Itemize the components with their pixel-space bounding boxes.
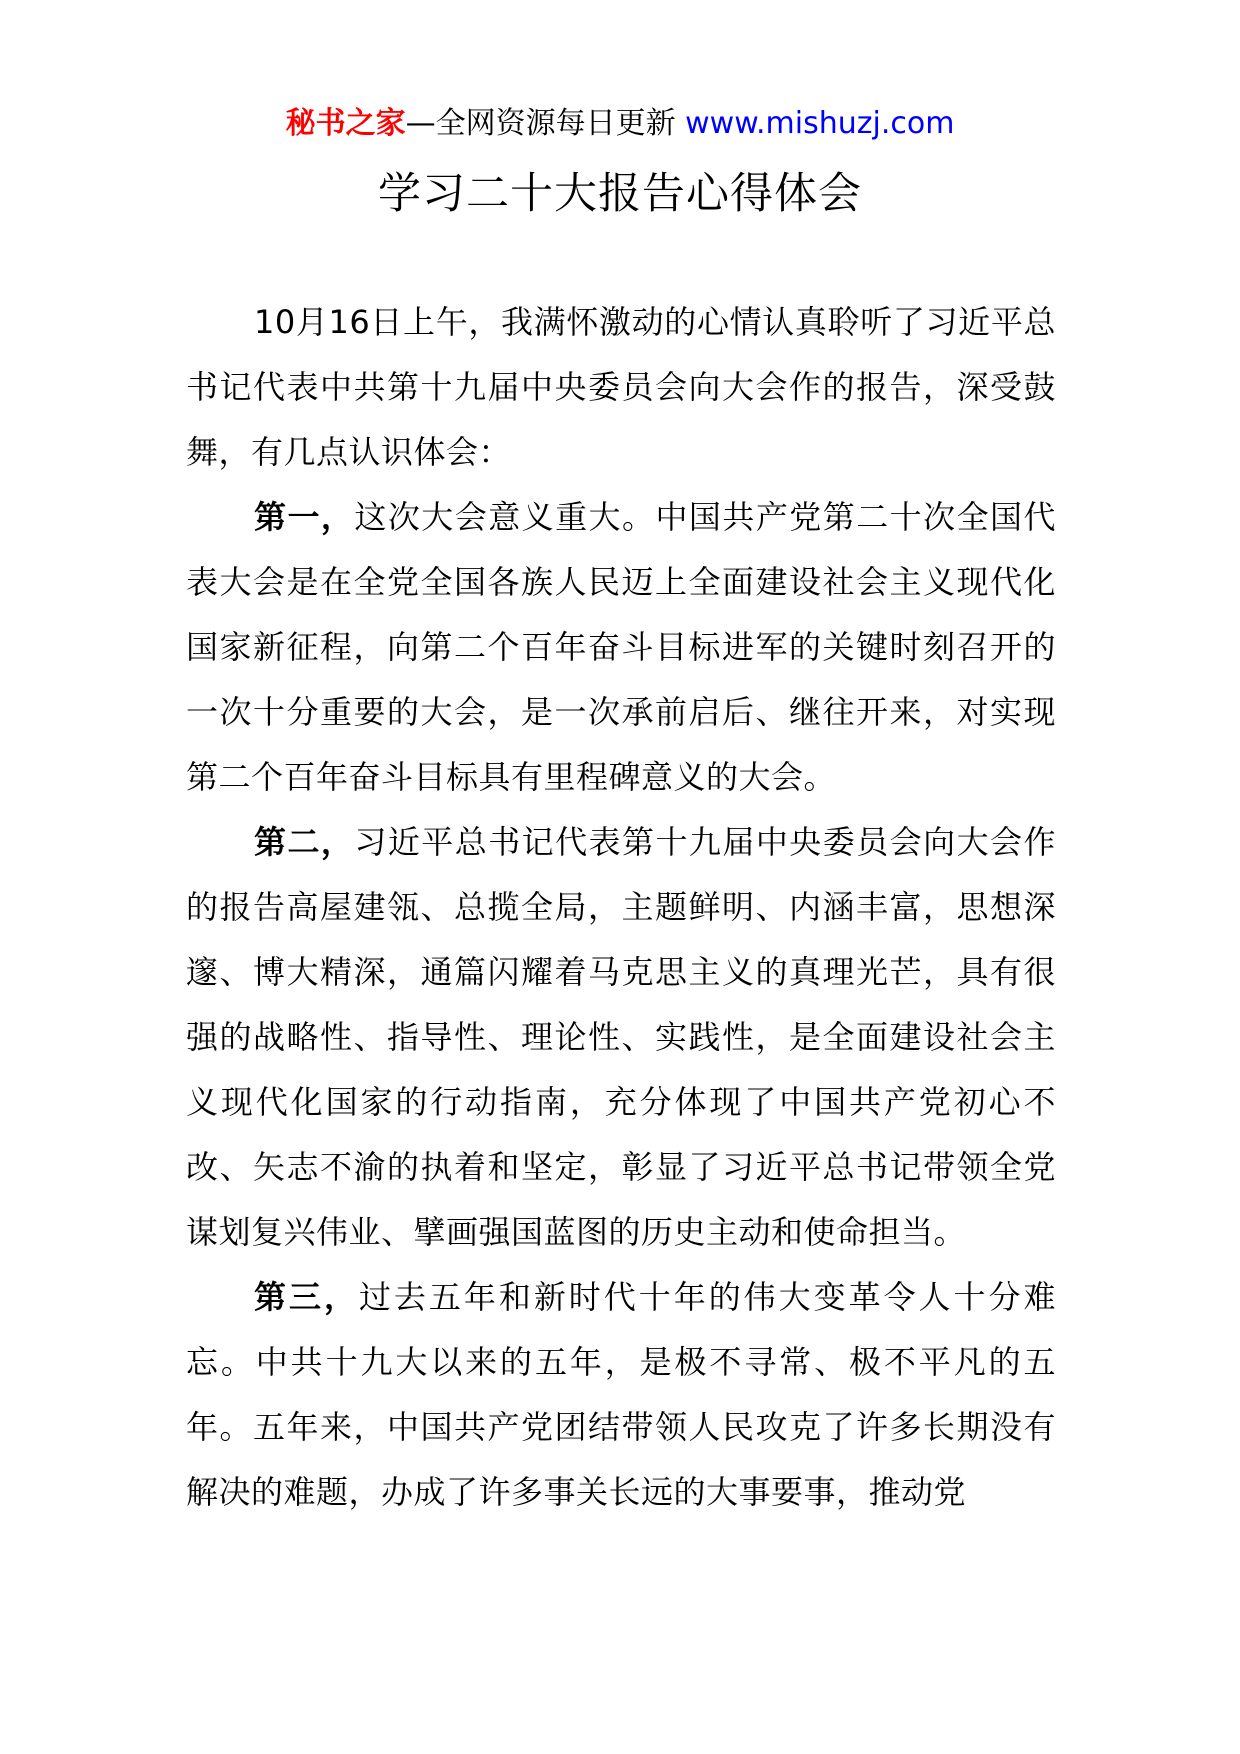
paragraph-third (186, 1265, 1056, 1525)
document-title: 学习二十大报告心得体会 (378, 169, 862, 219)
paragraph-text: 习近平总书记代表第十九届中央委员会向大会作的报告高屋建瓴、总揽全局，主题鲜明、内涵丰富，思想深邃、博大精深，通篇闪耀着马克思主义的真理光芒，具有很强的战略性、指导性、理论性、实践性，是全面建设社会主义现代化国家的行动指南，充分体现了中国共产党初心不改、矢志不渝的执着和坚定，彰显了习近平总书记带领全党谋划复兴伟业、擘画强国蓝图的历史主动和使命担当。 (186, 823, 1056, 1251)
site-url-link[interactable]: www.mishuzj.com (685, 106, 955, 141)
brand-name: 秘书之家 (285, 106, 406, 141)
paragraph-text: 这次大会意义重大。中国共产党第二十次全国代表大会是在全党全国各族人民迈上全面建设社会主义现代化国家新征程，向第二个百年奋斗目标进军的关键时刻召开的一次十分重要的大会，是一次承前启后、继往开来，对实现第二个百年奋斗目标具有里程碑意义的大会。 (186, 498, 1056, 796)
header-tagline: —全网资源每日更新 (405, 106, 686, 141)
paragraph-first (186, 485, 1056, 810)
paragraph-second (186, 810, 1056, 1265)
paragraph-text: 过去五年和新时代十年的伟大变革令人十分难忘。中共十九大以来的五年，是极不寻常、极不平凡的五年。五年来，中国共产党团结带领人民攻克了许多长期没有解决的难题，办成了许多事关长远的大事要事，推动党 (186, 1278, 1056, 1511)
document-body (186, 290, 1056, 1525)
paragraph-lead: 第二， (254, 823, 355, 861)
paragraph-intro (186, 290, 1056, 485)
paragraph-lead: 第一， (254, 498, 355, 536)
paragraph-text: 10月16日上午，我满怀激动的心情认真聆听了习近平总书记代表中共第十九届中央委员会向大会作的报告，深受鼓舞，有几点认识体会： (186, 303, 1056, 471)
site-header (0, 100, 1240, 148)
paragraph-lead: 第三， (254, 1278, 359, 1316)
